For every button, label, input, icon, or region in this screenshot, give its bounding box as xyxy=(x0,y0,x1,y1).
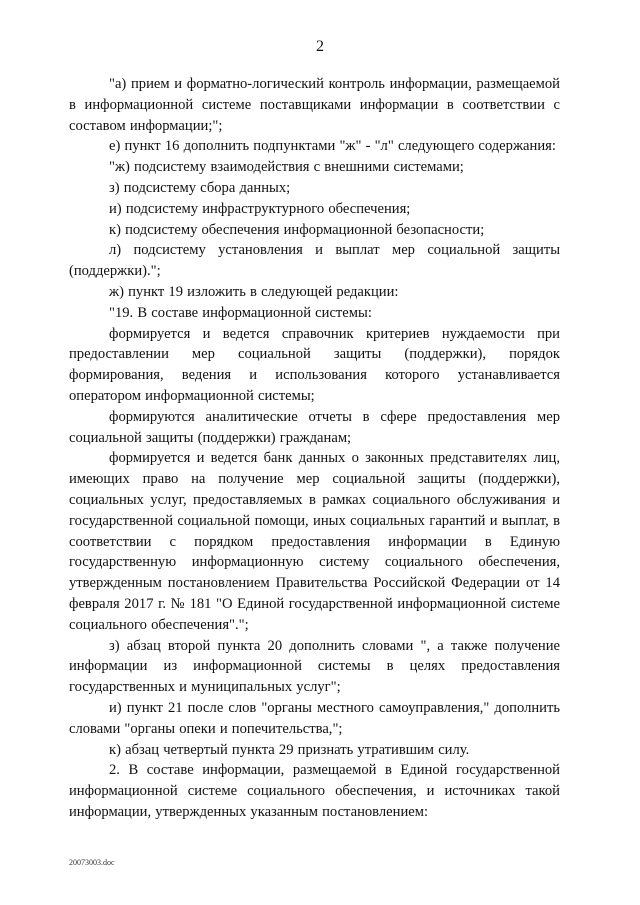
paragraph-section-2: 2. В составе информации, размещаемой в Единой государственной информационной системе социального обеспечения, и источниках такой информации, утвержденных указанным постановлением: xyxy=(69,762,560,820)
paragraph-subsystem-l: л) подсистему установления и выплат мер социальной защиты (поддержки)."; xyxy=(69,242,560,280)
paragraph-subsystem-zh: "ж) подсистему взаимодействия с внешними системами; xyxy=(109,159,464,176)
page-number: 2 xyxy=(316,38,324,55)
paragraph-item-i: и) пункт 21 после слов "органы местного самоуправления," дополнить словами "органы опеки и попечительства,"; xyxy=(69,699,560,737)
paragraph-subsystem-z: з) подсистему сбора данных; xyxy=(109,179,291,196)
paragraph-item-k: к) абзац четвертый пункта 29 признать утратившим силу. xyxy=(109,741,470,758)
paragraph-item-zh: ж) пункт 19 изложить в следующей редакции: xyxy=(109,283,399,300)
paragraph-item-e: е) пункт 16 дополнить подпунктами "ж" - "л" следующего содержания: xyxy=(109,138,556,155)
paragraph-representatives-databank: формируется и ведется банк данных о законных представителях лиц, имеющих право на получение мер социальной защиты (поддержки), социальных услуг, предоставляемых в рамках социального обслуживания и государственной социальной помощи, иных социальных гарантий и выплат, в соответствии с порядком предоставления информации в Единую государственную информационную систему социального обеспечения, утвержденным постановлением Правительства Российской Федерации от 14 февраля 2017 г. № 181 "О Единой государственной информационной системе социального обеспечения"."; xyxy=(69,450,560,633)
paragraph-subsystem-k: к) подсистему обеспечения информационной безопасности; xyxy=(109,221,485,238)
paragraph-analytic-reports: формируются аналитические отчеты в сфере предоставления мер социальной защиты (поддержки) гражданам; xyxy=(69,408,560,446)
paragraph-subsystem-i: и) подсистему инфраструктурного обеспечения; xyxy=(109,200,411,217)
paragraph-item-a: "а) прием и форматно-логический контроль информации, размещаемой в информационной системе поставщиками информации в соответствии с составом информации;"; xyxy=(69,76,560,134)
paragraph-criteria-directory: формируется и ведется справочник критериев нуждаемости при предоставлении мер социальной защиты (поддержки), порядок формирования, ведения и использования которого устанавливается оператором информационной системы; xyxy=(69,325,560,404)
footer-filename: 20073003.doc xyxy=(69,858,115,867)
paragraph-point-19: "19. В составе информационной системы: xyxy=(109,304,372,321)
paragraph-item-z: з) абзац второй пункта 20 дополнить словами ", а также получение информации из информационной системы в целях предоставления государственных и муниципальных услуг"; xyxy=(69,637,560,696)
document-body xyxy=(69,74,560,823)
